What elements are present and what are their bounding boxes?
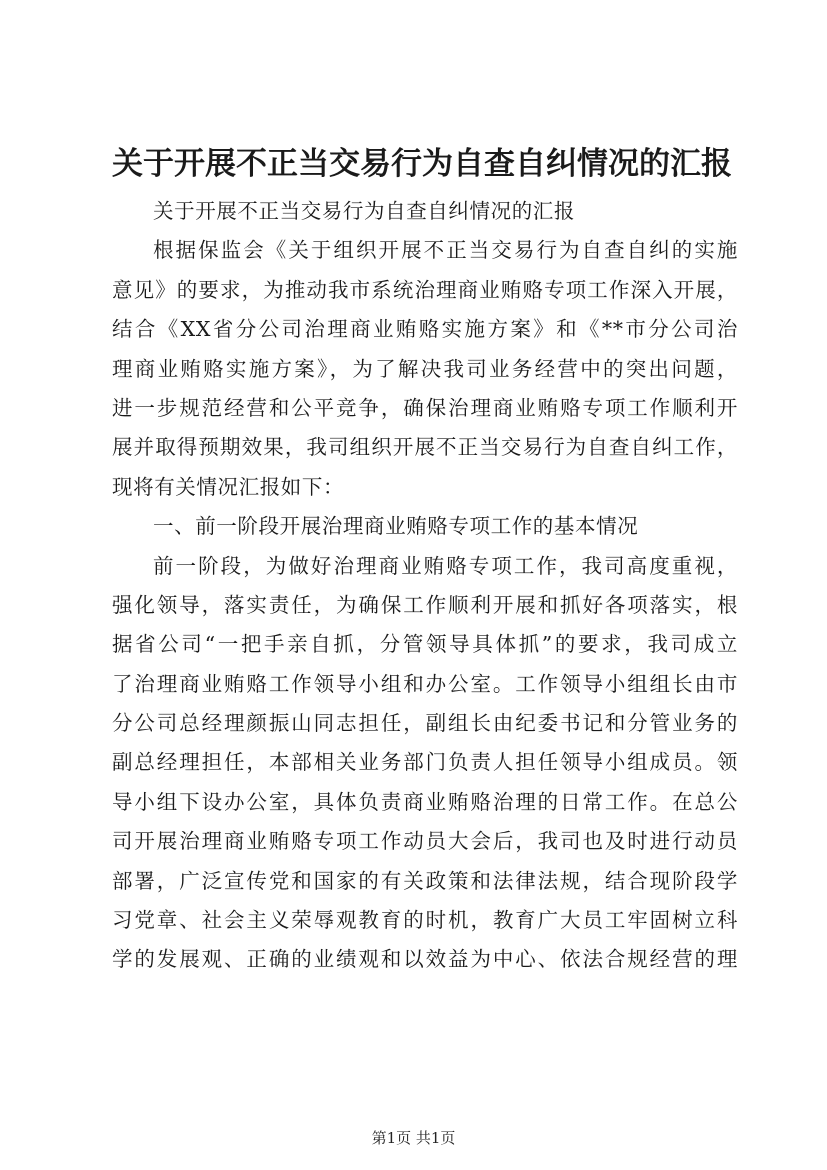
paragraph-line: 习党章、社会主义荣辱观教育的时机，教育广大员工牢固树立科: [112, 908, 738, 933]
page-number-footer: 第1页 共1页: [371, 1129, 456, 1147]
paragraph-line: 副总经理担任，本部相关业务部门负责人担任领导小组成员。领: [112, 750, 738, 775]
document-body: [112, 192, 738, 980]
paragraph-line: 意见》的要求，为推动我市系统治理商业贿赂专项工作深入开展，: [112, 277, 738, 302]
paragraph-line: 部署，广泛宣传党和国家的有关政策和法律法规，结合现阶段学: [112, 868, 738, 893]
paragraph-line: 前一阶段，为做好治理商业贿赂专项工作，我司高度重视，: [153, 553, 738, 578]
subtitle-line: 关于开展不正当交易行为自查自纠情况的汇报: [153, 199, 575, 223]
paragraph-line: 了治理商业贿赂工作领导小组和办公室。工作领导小组组长由市: [112, 671, 738, 696]
paragraph-line: 据省公司“一把手亲自抓，分管领导具体抓”的要求，我司成立: [112, 632, 738, 657]
paragraph-line: 司开展治理商业贿赂专项工作动员大会后，我司也及时进行动员: [112, 829, 738, 854]
paragraph-line: 结合《XX省分公司治理商业贿赂实施方案》和《**市分公司治: [112, 317, 738, 342]
paragraph-line: 根据保监会《关于组织开展不正当交易行为自查自纠的实施: [153, 238, 738, 263]
section-heading: 一、前一阶段开展治理商业贿赂专项工作的基本情况: [153, 514, 639, 539]
paragraph-line: 强化领导，落实责任，为确保工作顺利开展和抓好各项落实，根: [112, 592, 738, 617]
paragraph-line: 理商业贿赂实施方案》，为了解决我司业务经营中的突出问题，: [112, 356, 738, 381]
paragraph-line: 分公司总经理颜振山同志担任，副组长由纪委书记和分管业务的: [112, 711, 738, 736]
paragraph-line: 进一步规范经营和公平竞争，确保治理商业贿赂专项工作顺利开: [112, 395, 738, 420]
paragraph-line: 现将有关情况汇报如下：: [112, 474, 345, 499]
paragraph-line: 学的发展观、正确的业绩观和以效益为中心、依法合规经营的理: [112, 947, 738, 972]
paragraph-line: 展并取得预期效果，我司组织开展不正当交易行为自查自纠工作，: [112, 435, 738, 460]
paragraph-line: 导小组下设办公室，具体负责商业贿赂治理的日常工作。在总公: [112, 789, 738, 814]
document-title: 关于开展不正当交易行为自查自纠情况的汇报: [112, 146, 732, 182]
